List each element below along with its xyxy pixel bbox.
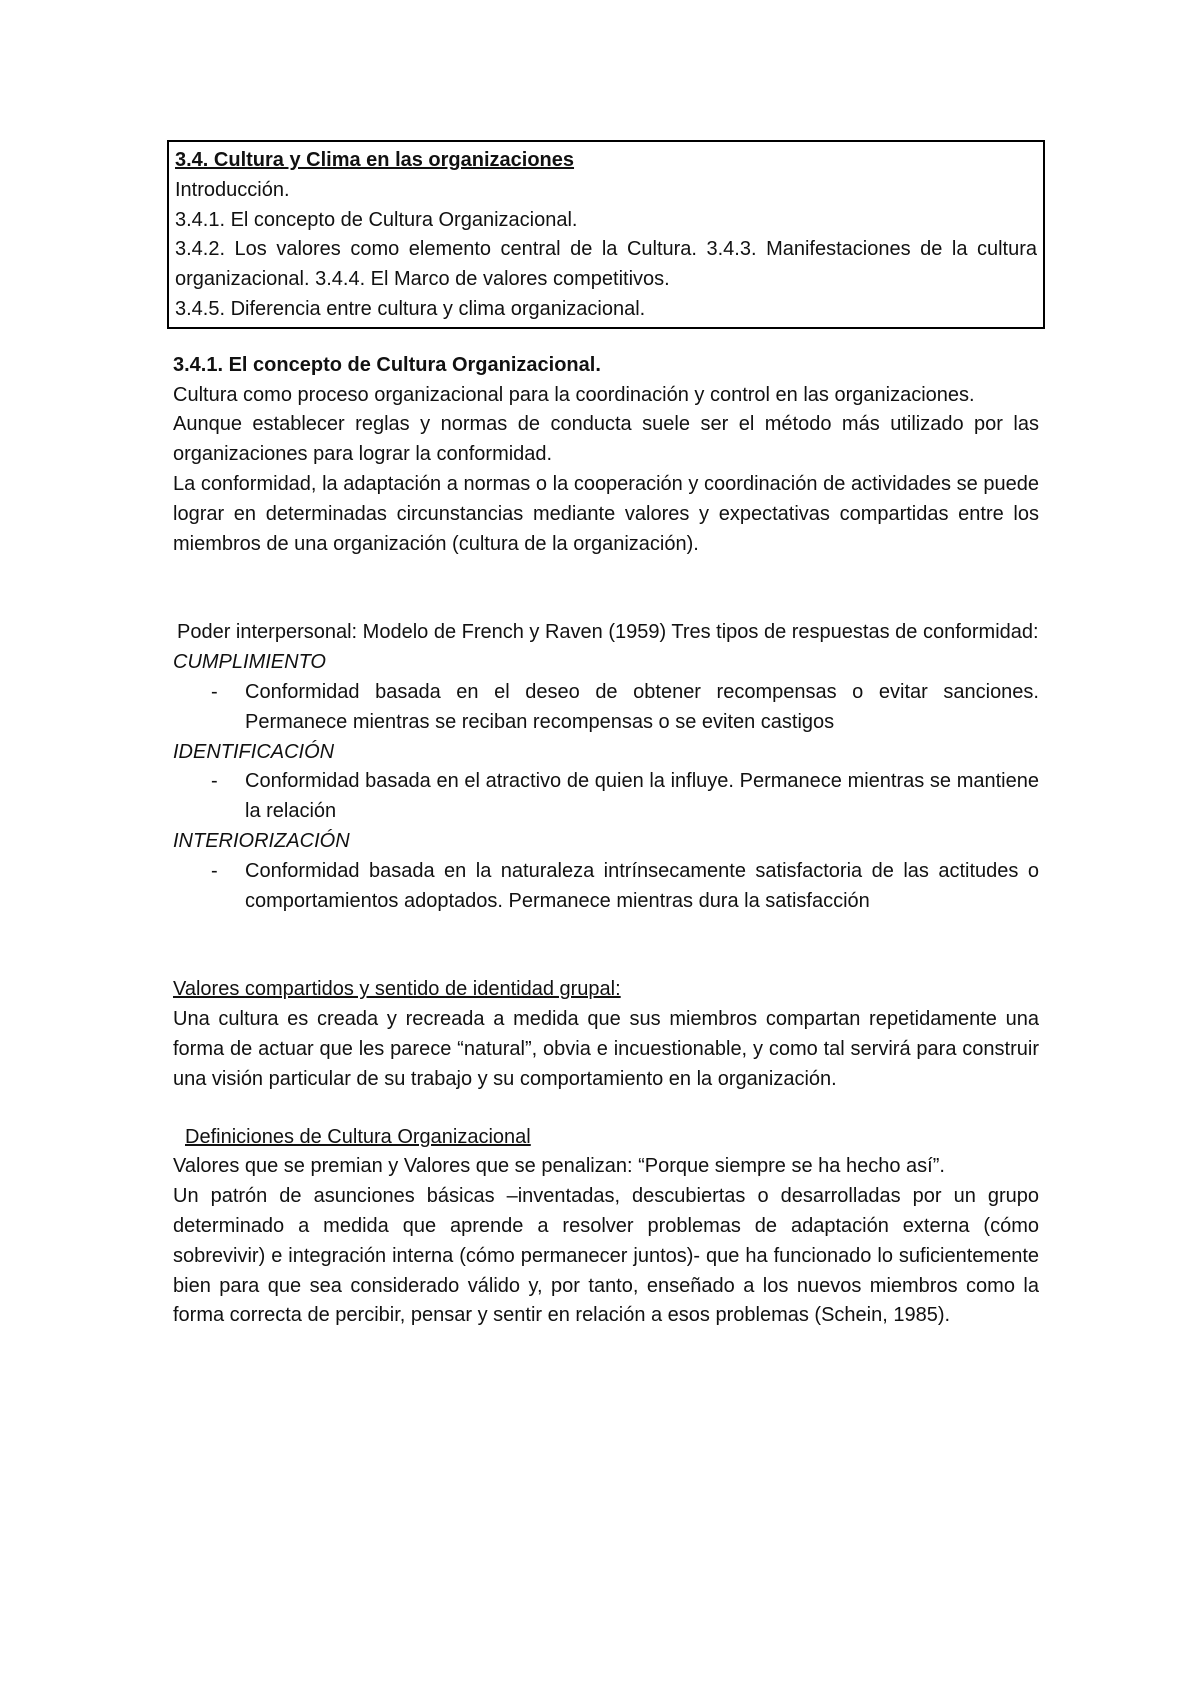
paragraph: La conformidad, la adaptación a normas o la cooperación y coordinación de actividades se puede lograr en determinadas circunstancias mediante valores y expectativas compartidas entre los miembros de una organización (cultura de la organización).: [173, 472, 1039, 555]
list-item: [173, 678, 1039, 738]
section-cultura-organizacional: [173, 351, 1039, 560]
conformity-type-label: CUMPLIMIENTO: [173, 651, 326, 674]
section-poder-interpersonal: [173, 618, 1039, 916]
section-heading: 3.4.1. El concepto de Cultura Organizacional.: [173, 353, 601, 376]
conformity-type-label: INTERIORIZACIÓN: [173, 829, 350, 852]
dash-marker: -: [211, 680, 218, 703]
toc-line: 3.4.2. Los valores como elemento central de la Cultura. 3.4.3. Manifestaciones de la cultura organizacional. 3.4.4. El Marco de valores competitivos.: [175, 238, 1037, 291]
paragraph: Aunque establecer reglas y normas de conducta suele ser el método más utilizado por las organizaciones para lograr la conformidad.: [173, 413, 1039, 466]
paragraph: Una cultura es creada y recreada a medida que sus miembros compartan repetidamente una forma de actuar que les parece “natural”, obvia e incuestionable, y como tal servirá para construir una visión particular de su trabajo y su comportamiento en la organización.: [173, 1008, 1039, 1090]
dash-marker: -: [211, 859, 218, 882]
section-definiciones: [173, 1123, 1039, 1332]
section-heading: Definiciones de Cultura Organizacional: [185, 1125, 531, 1148]
toc-box: [167, 140, 1045, 329]
paragraph: Un patrón de asunciones básicas –inventadas, descubiertas o desarrolladas por un grupo determinado a medida que aprende a resolver problemas de adaptación externa (cómo sobrevivir) e integración interna (cómo permanecer juntos)- que ha funcionado lo suficientemente bien para que sea considerado válido y, por tanto, enseñado a los nuevos miembros como la forma correcta de percibir, pensar y sentir en relación a esos problemas (Schein, 1985).: [173, 1185, 1039, 1327]
document-page: [173, 140, 1039, 1331]
conformity-type-label: IDENTIFICACIÓN: [173, 740, 335, 763]
paragraph: Cultura como proceso organizacional para la coordinación y control en las organizaciones.: [173, 383, 975, 406]
list-item: [173, 767, 1039, 827]
toc-line: 3.4.5. Diferencia entre cultura y clima organizacional.: [175, 297, 646, 320]
section-valores-compartidos: [173, 975, 1039, 1094]
paragraph: Poder interpersonal: Modelo de French y Raven (1959) Tres tipos de respuestas de conformidad:: [177, 621, 1039, 644]
list-item-text: Conformidad basada en el atractivo de quien la influye. Permanece mientras se mantiene la relación: [245, 770, 1039, 823]
list-item: [173, 857, 1039, 917]
list-item-text: Conformidad basada en el deseo de obtener recompensas o evitar sanciones. Permanece mientras se reciban recompensas o se eviten castigos: [245, 680, 1039, 733]
section-heading: Valores compartidos y sentido de identidad grupal:: [173, 978, 621, 1001]
paragraph: Valores que se premian y Valores que se penalizan: “Porque siempre se ha hecho así”.: [173, 1155, 945, 1178]
toc-title: 3.4. Cultura y Clima en las organizaciones: [175, 149, 575, 171]
toc-line: Introducción.: [175, 178, 290, 201]
dash-marker: -: [211, 770, 218, 793]
list-item-text: Conformidad basada en la naturaleza intrínsecamente satisfactoria de las actitudes o comportamientos adoptados. Permanece mientras dura la satisfacción: [245, 859, 1039, 912]
toc-line: 3.4.1. El concepto de Cultura Organizacional.: [175, 208, 578, 231]
